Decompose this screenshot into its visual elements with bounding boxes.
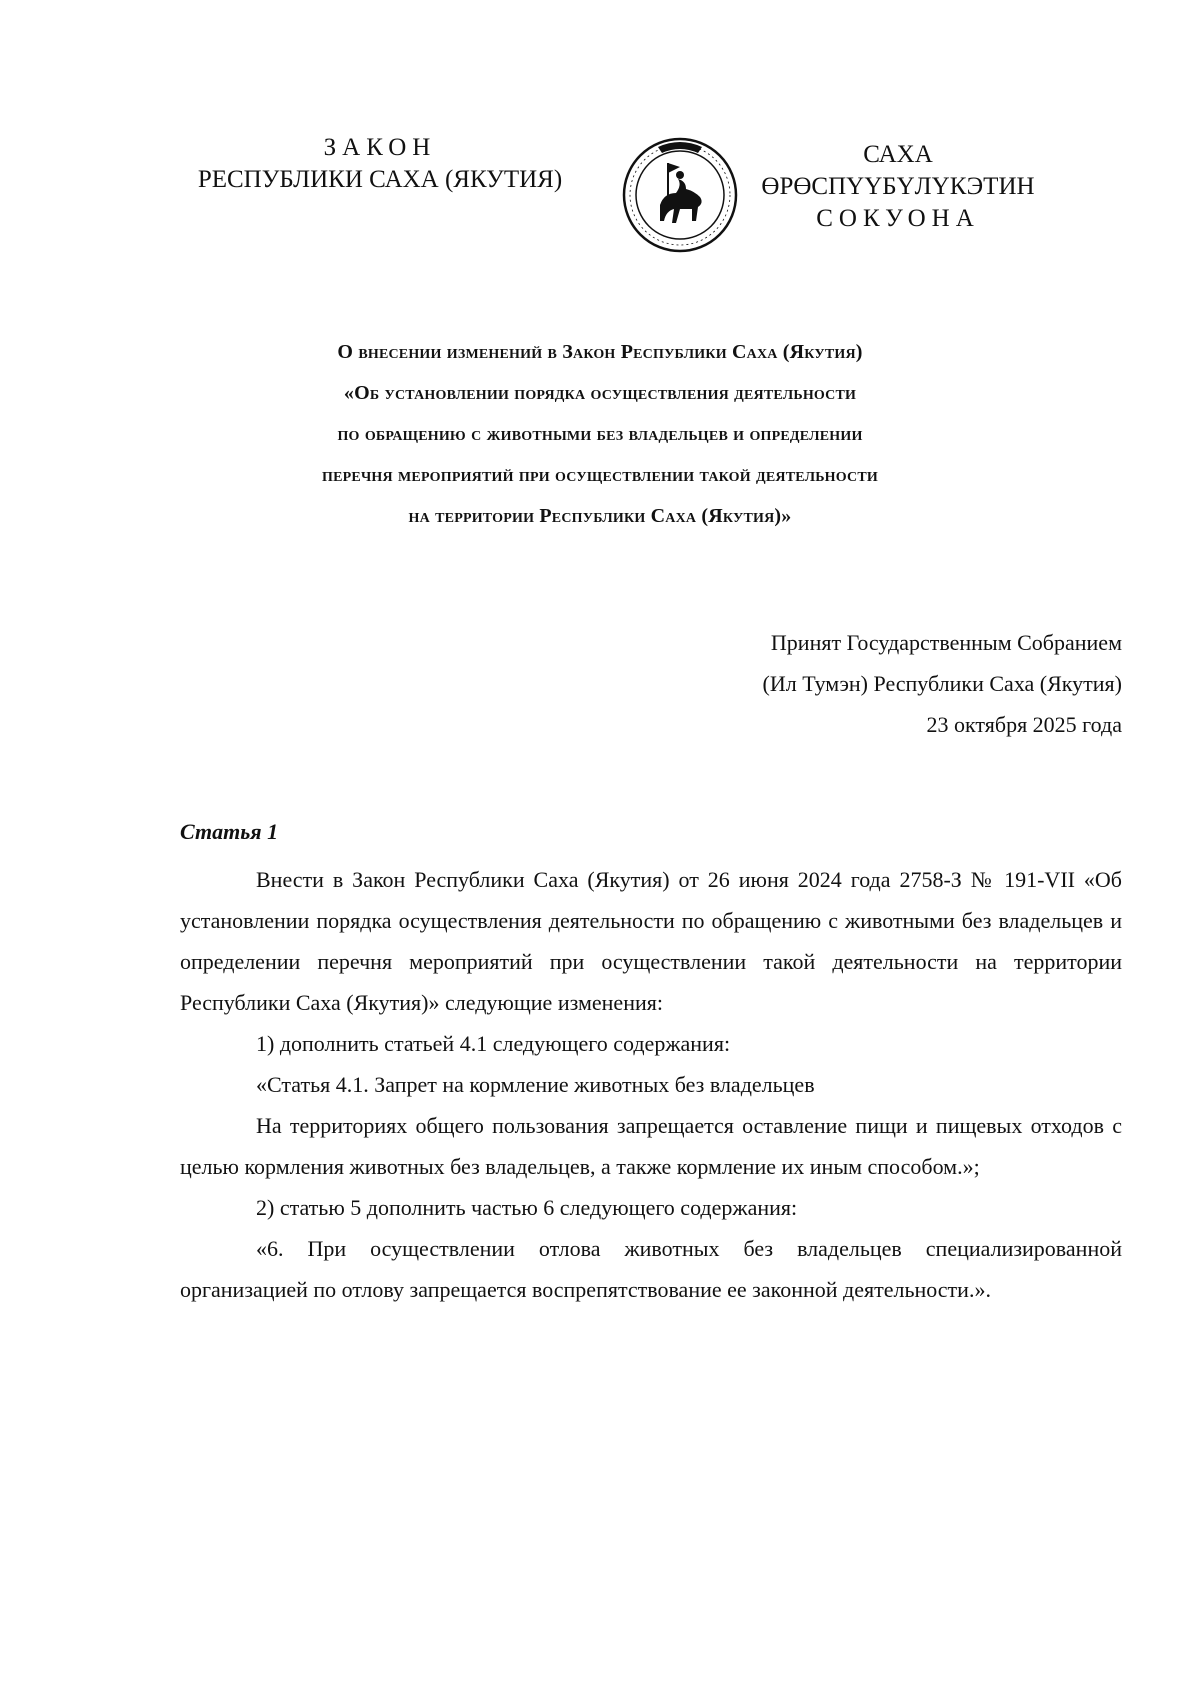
coat-of-arms-seal: [620, 135, 740, 255]
title-line-4: перечня мероприятий при осуществлении такой деятельности: [322, 464, 878, 486]
title-line-2: «Об установлении порядка осуществления деятельности: [343, 382, 857, 404]
article-body: [180, 859, 1122, 1310]
article-heading: Статья 1: [180, 819, 279, 844]
title-line-1: О внесении изменений в Закон Республики Саха (Якутия): [337, 341, 863, 363]
seal-icon: [620, 135, 740, 255]
article-paragraph: На территориях общего пользования запрещается оставление пищи и пищевых отходов с целью кормления животных без владельцев, а также кормление их иным способом.»;: [180, 1113, 1122, 1179]
article-paragraph: «Статья 4.1. Запрет на кормление животных без владельцев: [256, 1072, 815, 1097]
title-line-5: на территории Республики Саха (Якутия)»: [408, 505, 792, 527]
law-title: [180, 332, 1020, 537]
header-right-republic: САХА ӨРӨСПҮҮБҮЛҮКЭТИН: [761, 141, 1035, 200]
header-left: [190, 132, 570, 196]
header-right: [728, 139, 1068, 235]
title-line-3: по обращению с животными без владельцев и определении: [337, 423, 863, 445]
article-paragraph: 1) дополнить статьей 4.1 следующего содержания:: [256, 1031, 731, 1056]
article-paragraph: Внести в Закон Республики Саха (Якутия) от 26 июня 2024 года 2758-З № 191-VII «Об установлении порядка осуществления деятельности по обращению с животными без владельцев и определении перечня мероприятий при осуществлении такой деятельности на территории Республики Саха (Якутия)» следующие изменения:: [180, 867, 1122, 1015]
header-right-law-word: СОКУОНА: [816, 205, 980, 232]
adoption-note: [763, 622, 1122, 745]
adoption-line-2: (Ил Тумэн) Республики Саха (Якутия): [762, 671, 1122, 696]
adoption-line-1: Принят Государственным Собранием: [770, 630, 1122, 655]
header-left-law-word: ЗАКОН: [323, 134, 437, 161]
article-paragraph: 2) статью 5 дополнить частью 6 следующего содержания:: [256, 1195, 798, 1220]
article-paragraph: «6. При осуществлении отлова животных без владельцев специализированной организацией по отлову запрещается воспрепятствование ее законной деятельности.».: [180, 1236, 1122, 1302]
header-left-republic: РЕСПУБЛИКИ САХА (ЯКУТИЯ): [197, 166, 563, 193]
adoption-date: 23 октября 2025 года: [926, 712, 1122, 737]
